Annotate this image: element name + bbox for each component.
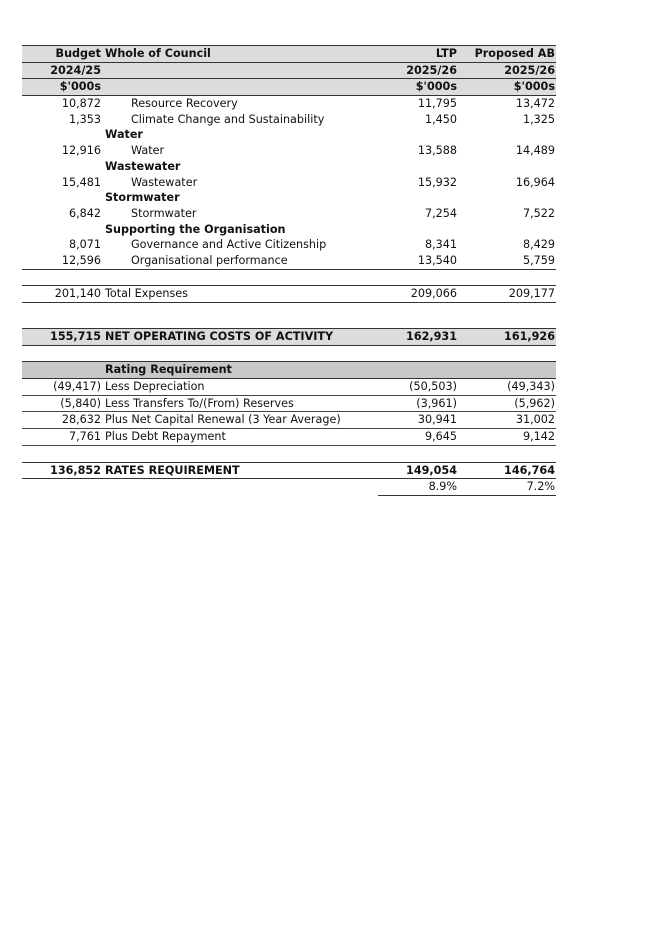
activity-ab: 1,325 [522, 112, 555, 126]
activity-row [22, 253, 556, 269]
net-operating-row [22, 328, 556, 346]
activity-row [22, 206, 556, 222]
activity-row [22, 237, 556, 253]
rating-ltp: 9,645 [424, 430, 457, 444]
rating-ab: 31,002 [515, 413, 555, 427]
header-row-title [22, 45, 556, 62]
group-label: Wastewater [105, 159, 181, 173]
activity-ab: 16,964 [515, 175, 555, 189]
activity-label: Organisational performance [131, 253, 288, 267]
activity-budget: 12,596 [61, 253, 101, 267]
proposed-ab-column-header: Proposed AB [474, 47, 555, 60]
activity-row [22, 96, 556, 112]
group-header-row [22, 159, 556, 175]
activity-ltp: 7,254 [424, 206, 457, 220]
rates-requirement-label: RATES REQUIREMENT [105, 463, 240, 477]
activity-label: Wastewater [131, 175, 198, 189]
activity-ab: 5,759 [522, 253, 555, 267]
activity-ltp: 8,341 [424, 238, 457, 252]
rating-rows [22, 379, 556, 446]
rating-label: Plus Net Capital Renewal (3 Year Average) [105, 413, 341, 427]
net-operating-section [22, 328, 556, 495]
activity-row [22, 175, 556, 191]
activity-ltp: 13,588 [417, 144, 457, 158]
net-operating-ab: 161,926 [504, 330, 555, 343]
activity-budget: 10,872 [61, 97, 101, 111]
net-operating-budget: 155,715 [50, 330, 101, 343]
rates-requirement-budget: 136,852 [50, 463, 101, 477]
rating-row [22, 379, 556, 396]
group-header-row [22, 127, 556, 143]
percent-underline [378, 479, 556, 496]
rating-row [22, 412, 556, 429]
total-expenses-row [22, 285, 556, 303]
rating-budget: 28,632 [61, 413, 101, 427]
rating-ltp: (3,961) [416, 396, 457, 410]
group-header-row [22, 222, 556, 238]
activity-ab: 13,472 [515, 97, 555, 111]
net-operating-label: NET OPERATING COSTS OF ACTIVITY [105, 330, 334, 343]
table-title: Whole of Council [105, 47, 211, 60]
spacer [22, 446, 556, 462]
activity-label: Climate Change and Sustainability [131, 112, 325, 126]
total-expenses-ab: 209,177 [508, 287, 555, 301]
rates-requirement-ltp: 149,054 [406, 463, 457, 477]
header-row-units [22, 78, 556, 96]
spacer [22, 346, 556, 362]
rating-budget: (49,417) [53, 380, 101, 394]
rating-label: Plus Debt Repayment [105, 430, 226, 444]
rating-ltp: (50,503) [409, 380, 457, 394]
activity-row [22, 112, 556, 128]
rating-label: Less Transfers To/(From) Reserves [105, 396, 294, 410]
group-label: Stormwater [105, 191, 180, 205]
activity-budget: 15,481 [61, 175, 101, 189]
net-operating-ltp: 162,931 [406, 330, 457, 343]
ltp-units: $'000s [415, 80, 457, 94]
activity-row [22, 143, 556, 159]
rates-increase-ltp: 8.9% [428, 480, 457, 494]
rating-budget: (5,840) [60, 396, 101, 410]
activity-label: Stormwater [131, 206, 197, 220]
activity-ltp: 13,540 [417, 253, 457, 267]
activity-budget: 1,353 [68, 112, 101, 126]
group-label: Supporting the Organisation [105, 222, 286, 236]
total-expenses-label: Total Expenses [105, 287, 188, 301]
group-header-row [22, 190, 556, 206]
spacer [22, 269, 556, 286]
rates-requirement-ab: 146,764 [504, 463, 555, 477]
activity-ab: 8,429 [522, 238, 555, 252]
rating-ab: 9,142 [522, 430, 555, 444]
header-row-year [22, 62, 556, 79]
rating-requirement-title: Rating Requirement [105, 363, 232, 377]
activity-label: Governance and Active Citizenship [131, 238, 327, 252]
rating-ab: (5,962) [514, 396, 555, 410]
budget-column-header: Budget [55, 47, 101, 60]
rating-budget: 7,761 [68, 430, 101, 444]
proposed-ab-units: $'000s [513, 80, 555, 94]
activity-label: Resource Recovery [131, 97, 238, 111]
rating-ltp: 30,941 [417, 413, 457, 427]
rates-increase-ab: 7.2% [526, 480, 555, 494]
activity-budget: 12,916 [61, 144, 101, 158]
activity-ab: 7,522 [522, 206, 555, 220]
proposed-ab-year: 2025/26 [504, 63, 555, 77]
total-expenses-budget: 201,140 [54, 287, 101, 301]
total-expenses-ltp: 209,066 [410, 287, 457, 301]
activity-ltp: 15,932 [417, 175, 457, 189]
budget-units: $'000s [59, 80, 101, 94]
financial-summary-table [22, 45, 556, 303]
rates-increase-row [22, 479, 556, 495]
rating-row [22, 396, 556, 413]
activity-label: Water [131, 144, 165, 158]
group-label: Water [105, 128, 143, 142]
rating-ab: (49,343) [507, 380, 555, 394]
activities-list [22, 96, 556, 269]
rates-requirement-row [22, 462, 556, 480]
budget-year: 2024/25 [50, 63, 101, 77]
activity-ltp: 1,450 [424, 112, 457, 126]
activity-ab: 14,489 [515, 144, 555, 158]
rating-row [22, 429, 556, 446]
rating-requirement-header [22, 361, 556, 379]
activity-budget: 8,071 [68, 238, 101, 252]
activity-budget: 6,842 [68, 206, 101, 220]
rating-label: Less Depreciation [105, 380, 205, 394]
ltp-year: 2025/26 [406, 63, 457, 77]
ltp-column-header: LTP [435, 47, 457, 60]
activity-ltp: 11,795 [417, 97, 457, 111]
